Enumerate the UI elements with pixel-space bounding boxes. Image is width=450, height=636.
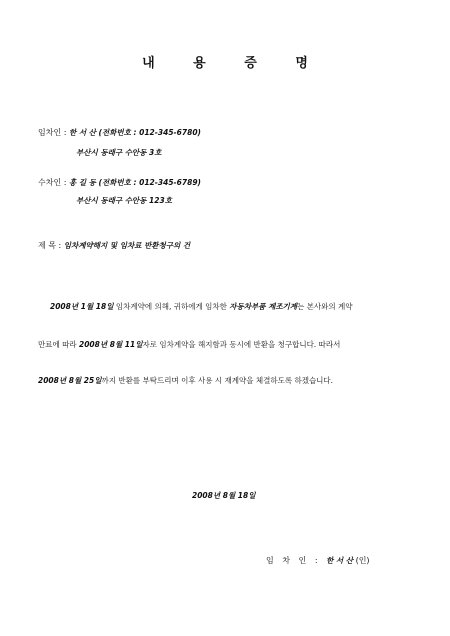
body-line-3 <box>38 376 333 386</box>
signature-seal: (인) <box>353 556 370 565</box>
body-text-1b: 는 본사와의 계약 <box>297 302 353 311</box>
body-item: 자동차부품 제조기계 <box>229 302 298 311</box>
body-line-1 <box>50 302 353 312</box>
signature-name: 한 서 산 <box>326 556 354 565</box>
subject-line <box>38 241 190 251</box>
subject-text: 임차계약해지 및 임차료 반환청구의 건 <box>63 241 191 250</box>
recipient-label: 수차인 : <box>38 178 69 187</box>
body-date-contract: 2008년 1월 18일 <box>50 302 114 311</box>
recipient-phone-label: (전화번호 : <box>98 178 140 187</box>
body-line-2 <box>38 340 340 350</box>
body-text-2a: 만료에 따라 <box>38 340 79 349</box>
sender-label: 임차인 : <box>38 128 69 137</box>
body-date-return: 2008년 8월 25일 <box>38 376 102 385</box>
sender-line <box>38 128 201 138</box>
body-text-1a: 임차계약에 의해, 귀하에게 임차한 <box>113 302 230 311</box>
sender-address: 부산시 동래구 수안동 3호 <box>76 148 162 157</box>
recipient-phone: 012-345-6789) <box>139 178 201 187</box>
body-date-terminate: 2008년 8월 11일 <box>79 340 143 349</box>
body-text-3b: 까지 반환를 부탁드리며 이후 사용 시 재계약을 체결하도록 하겠습니다. <box>101 376 334 385</box>
recipient-line <box>38 178 201 188</box>
subject-label: 제 목 : <box>38 241 64 250</box>
document-date: 2008년 8월 18일 <box>192 491 256 500</box>
document-title: 내 용 증 명 <box>142 56 325 71</box>
signature-label: 임 차 인 : <box>266 556 327 565</box>
body-text-2b: 자로 임차계약을 해지함과 동시에 반환을 청구합니다. 따라서 <box>142 340 341 349</box>
sender-name: 한 서 산 <box>68 128 96 137</box>
recipient-name: 홍 길 동 <box>68 178 96 187</box>
signature-line <box>266 556 370 566</box>
recipient-address: 부산시 동래구 수안동 123호 <box>76 196 172 205</box>
sender-phone-label: (전화번호 : <box>98 128 140 137</box>
sender-phone: 012-345-6780) <box>139 128 201 137</box>
